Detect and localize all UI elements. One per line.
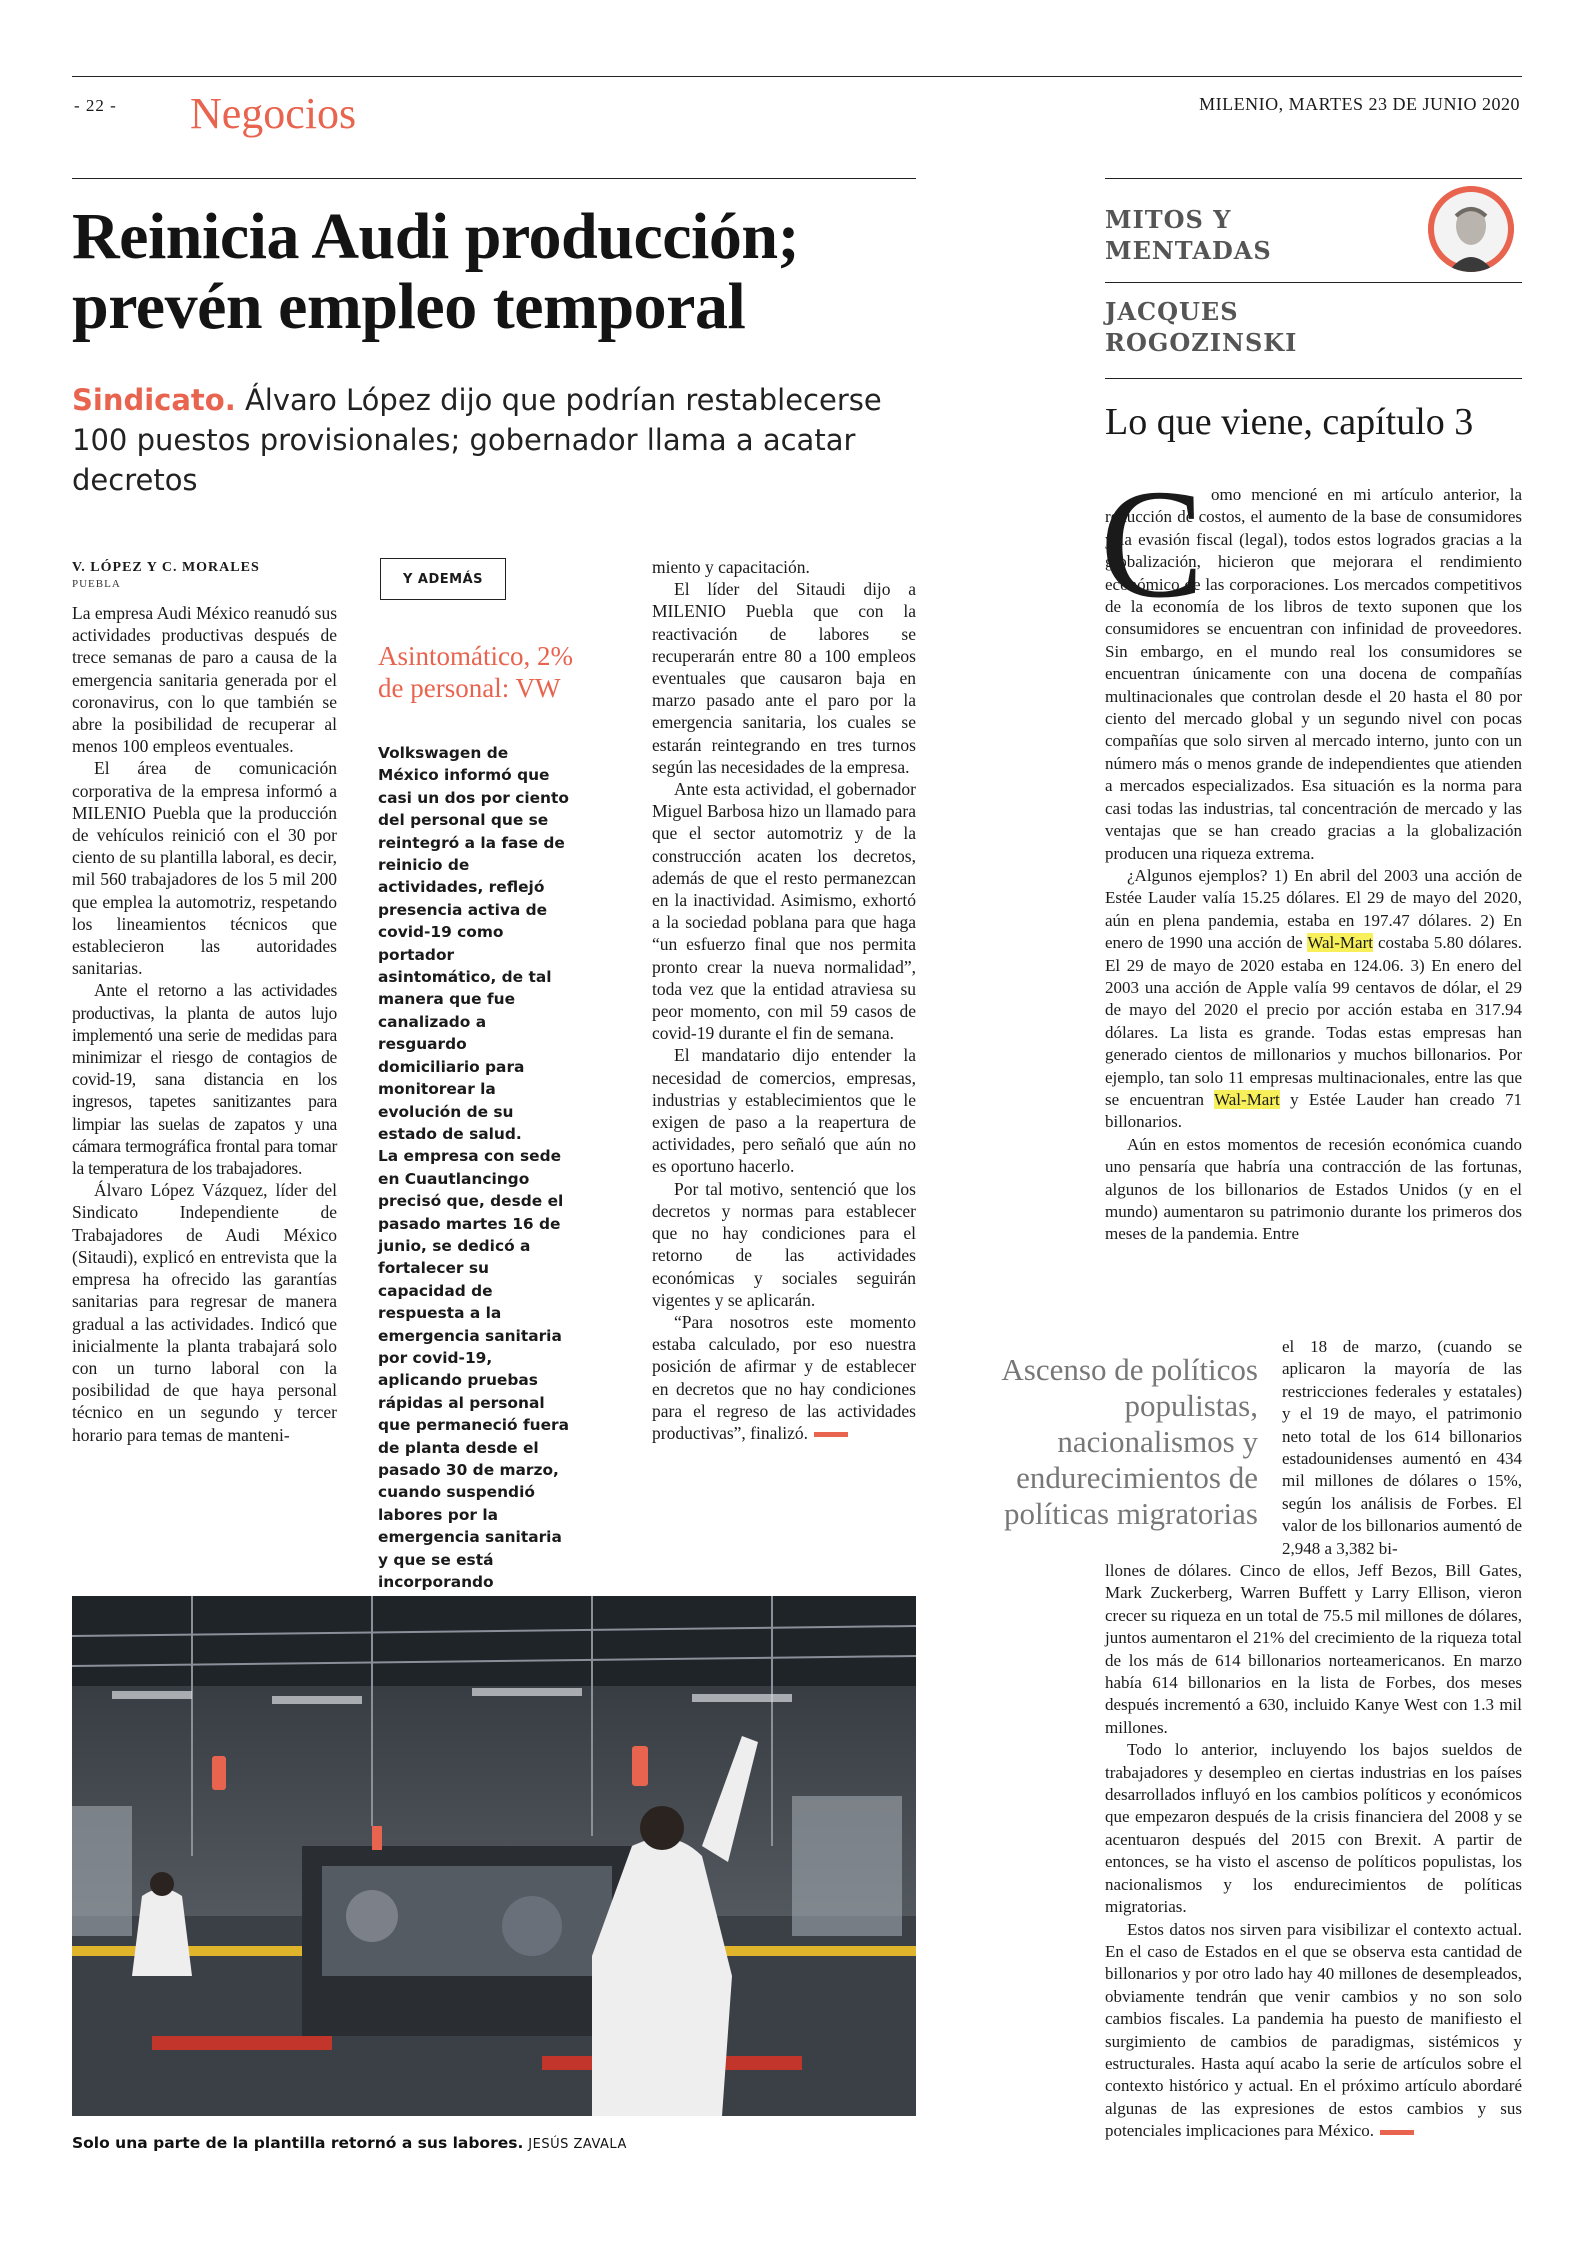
paragraph: Aún en estos momentos de recesión económica cuando uno pensaría que habría una contracción de las fortunas, algunos de los billonarios de Estados Unidos (y en el mundo) aumentaron su patrimonio durante los primeros dos meses de la pandemia. Entre (1105, 1134, 1522, 1244)
paragraph: El líder del Sitaudi dijo a MILENIO Puebla que con la reactivación de labores se recuperarán entre 80 a 100 empleos eventuales que causaron baja en marzo pasado ante el paro por la emergencia sanitaria, los cuales se estarán reintegrando en tres turnos según las necesidades de la empresa. (652, 579, 916, 777)
author-avatar (1428, 186, 1514, 272)
paragraph: llones de dólares. Cinco de ellos, Jeff Bezos, Bill Gates, Mark Zuckerberg, Warren Buffett y Larry Ellison, vieron crecer su riqueza en un total de 75.5 mil millones de dólares, juntos aumentaron el 21% del crecimiento de la riqueza total de los más de 614 billonarios norteamericanos. En marzo había 614 billonarios en la lista de Forbes, dos meses después incrementó a 630, incluido Kanye West con 1.3 mil millones. (1105, 1561, 1522, 1737)
paragraph (1105, 1919, 1522, 2143)
paragraph: La empresa Audi México reanudó sus actividades productivas después de trece semanas de paro a causa de la emergencia sanitaria generada por el coronavirus, con lo que también se abre la posibilidad de recuperar al menos 100 empleos eventuales. (72, 603, 337, 757)
photo-caption (72, 2134, 627, 2152)
caption-text: Solo una parte de la plantilla retornó a sus labores. (72, 2134, 524, 2152)
paragraph (652, 1311, 916, 1444)
pull-quote: Ascenso de políticos populistas, nacionalismos y endurecimientos de políticas migratorias (1001, 1352, 1258, 1531)
article-column-3 (652, 556, 916, 1444)
column-author: JACQUES ROGOZINSKI (1105, 297, 1298, 357)
page-number: - 22 - (74, 96, 117, 115)
paragraph (1105, 484, 1522, 865)
byline: V. LÓPEZ Y C. MORALES (72, 560, 260, 575)
paragraph (1105, 865, 1522, 1134)
paragraph-text: Estos datos nos sirven para visibilizar el contexto actual. En el caso de Estados en el que se observa esta cantidad de billonarios y por otro lado hay 40 millones de desempleados, obviamente tendrán que venir cambios y no son solo cambios fiscales. La pandemia ha puesto de manifiesto el surgimiento de cambios de paradigmas, sistémicos y estructurales. Hasta aquí acabo la serie de artículos sobre el contexto histórico y actual. En el próximo artículo abordaré algunas de las expresiones de estos cambios y sus potenciales implicaciones para México. (1105, 1919, 1522, 2141)
sidebar-paragraph: La empresa con sede en Cuautlancingo precisó que, desde el pasado martes 16 de junio, se dedicó a fortalecer su capacidad de respuesta a la emergencia sanitaria por covid-19, aplicando pruebas rápidas al personal que permaneció fuera de planta desde el pasado 30 de marzo, cuando suspendió labores por la emergencia sanitaria y que se está incorporando (378, 1147, 570, 1592)
drop-cap: C (1100, 457, 1205, 630)
end-mark-icon (1380, 2130, 1414, 2135)
factory-photo (72, 1596, 916, 2116)
highlighted-text: Wal-Mart (1214, 1089, 1280, 1109)
sidebar-paragraph: Volkswagen de México informó que casi un dos por ciento del personal que se reintegró a la fase de reinicio de actividades, reflejó presencia activa de covid-19 como portador asintomático, de tal manera que fue canalizado a resguardo domiciliario para monitorear la evolución de su estado de salud. (378, 744, 569, 1143)
end-mark-icon (814, 1432, 848, 1437)
paragraph-text: y Estée Lauder han creado 71 billonarios. (1105, 1089, 1522, 1132)
paragraph-text: costaba 5.80 dólares. El 29 de mayo de 2020 estaba en 124.06. 3) En enero del 2003 una acción de Apple valía 99 centavos de dólar, el 29 de mayo del 2020 el precio por acción estaba en 317.94 dólares. La lista es grande. Todas estas empresas han generado cientos de millonarios y muchos billonarios. Por ejemplo, tan solo 11 empresas multinacionales, entre las que se encuentran (1105, 933, 1522, 1109)
opinion-lower (1105, 1560, 1522, 2143)
column-title: Lo que viene, capítulo 3 (1105, 401, 1474, 443)
deck-text: Álvaro López dijo que podrían restablecerse 100 puestos provisionales; gobernador llama a acatar decretos (72, 383, 882, 497)
paragraph: El área de comunicación corporativa de la empresa informó a MILENIO Puebla que la producción de vehículos reinició con el 30 por ciento de su plantilla laboral, es decir, mil 560 trabajadores de los 5 mil 200 que emplea la automotriz, respetando los lineamientos técnicos que establecieron las autoridades sanitarias. (72, 758, 337, 979)
opinion-intro (1105, 484, 1522, 1246)
opinion-wrap (1282, 1336, 1522, 1560)
paragraph: Por tal motivo, sentenció que los decretos y normas para establecer que no hay condiciones para el retorno de las actividades económicas y sociales seguirán vigentes y se aplicarán. (652, 1178, 916, 1310)
author-portrait-icon (1428, 186, 1514, 272)
factory-illustration-icon (72, 1596, 916, 2116)
headline: Reinicia Audi producción; prevén empleo temporal (72, 200, 800, 343)
photo-credit: JESÚS ZAVALA (528, 2137, 627, 2152)
paragraph: Ante esta actividad, el gobernador Miguel Barbosa hizo un llamado para que el sector automotriz y de la construcción acaten los decretos, además de que el resto permanezcan en la inactividad. Asimismo, exhortó a la sociedad poblana para que haga “un esfuerzo final que nos permita pronto crear la nueva normalidad”, toda vez que la entidad atraviesa su peor momento, con mil 59 casos de covid-19 durante el fin de semana. (652, 779, 916, 1044)
paragraph: Álvaro López Vázquez, líder del Sindicato Independiente de Trabajadores de Audi México (Sitaudi), explicó en entrevista que la empresa ha ofrecido las garantías sanitarias para regresar de manera gradual a las actividades. Indicó que inicialmente la planta trabajará solo con un turno laboral con la posibilidad de que haya personal técnico en un segundo y tercer horario para temas de manteni- (72, 1180, 337, 1445)
paragraph: el 18 de marzo, (cuando se aplicaron la mayoría de las restricciones federales y estatales) y el 19 de mayo, el patrimonio neto total de los 614 billonarios estadounidenses aumentó en 434 mil millones de dólares o 15%, según los análisis de Forbes. El valor de los billonarios aumentó de 2,948 a 3,382 bi- (1282, 1337, 1522, 1558)
paragraph-text: ¿Algunos ejemplos? 1) En abril del 2003 una acción de Estée Lauder valía 15.25 dólares. El 29 de mayo del 2020, aún en plena pandemia, estaba en 197.47 dólares. 2) En enero de 1990 una acción de (1105, 865, 1522, 953)
paragraph: Ante el retorno a las actividades productivas, la planta de autos lujo implementó una serie de medidas para minimizar el riesgo de contagios de covid-19, sana distancia en los ingresos, tapetes sanitizantes para limpiar las suelas de zapatos y una cámara termográfica frontal para tomar la temperatura de los trabajadores. (72, 980, 337, 1179)
section-name: Negocios (190, 89, 357, 138)
paragraph: miento y capacitación. (652, 557, 810, 577)
paragraph: Todo lo anterior, incluyendo los bajos sueldos de trabajadores y desempleo en ciertas industrias en los países desarrollados influyó en los cambios políticos y económicos que empezaron después de la crisis financiera del 2008 y se acentuaron después del 2015 con Brexit. A partir de entonces, se ha visto el ascenso de políticos populistas, los nacionalismos y los endurecimientos de políticas migratorias. (1105, 1740, 1522, 1917)
article-column-1 (72, 602, 337, 1446)
dateline: MILENIO, MARTES 23 DE JUNIO 2020 (1199, 94, 1520, 114)
sidebar-title: Asintomático, 2% de personal: VW (378, 641, 573, 703)
deck (72, 380, 932, 500)
sidebar-label: Y ADEMÁS (380, 558, 506, 600)
highlighted-text: Wal-Mart (1307, 933, 1373, 953)
paragraph: El mandatario dijo entender la necesidad de comercios, empresas, industrias y establecimientos que le exigen de paso a la reapertura de actividades, pero señaló que aún no es oportuno hacerlo. (652, 1045, 916, 1177)
paragraph-text: omo mencioné en mi artículo anterior, la reducción de costos, el aumento de la base de consumidores y la evasión fiscal (legal), todos estos logrados gracias a la globalización, hicieron que mejorara el rendimiento económico de las corporaciones. Los mercados competitivos de la economía de los libros de texto suponen que los consumidores se encuentran con infinidad de proveedores. Sin embargo, en el mundo real los consumidores se encuentran únicamente con una docena de compañías multinacionales que controlan desde el 20 hasta el 80 por ciento del mercado global y un segundo nivel con pocas compañías que solo sirven al mercado interno, junto con un número más o menos grande de independientes que atienden a mercados especializados. Esa situación es la norma para casi todas las industrias, tal concentración de mercado y las ventajas que se han creado gracias a la globalización producen una riqueza extrema. (1105, 485, 1522, 863)
column-header: MITOS Y MENTADAS (1105, 205, 1272, 265)
paragraph-text: “Para nosotros este momento estaba calculado, por eso nuestra posición de afirmar y de establecer en decretos que no hay condiciones para el regreso de las actividades productivas”, finalizó. (652, 1311, 916, 1443)
deck-kicker: Sindicato. (72, 383, 236, 417)
dateline-place: PUEBLA (72, 578, 121, 590)
